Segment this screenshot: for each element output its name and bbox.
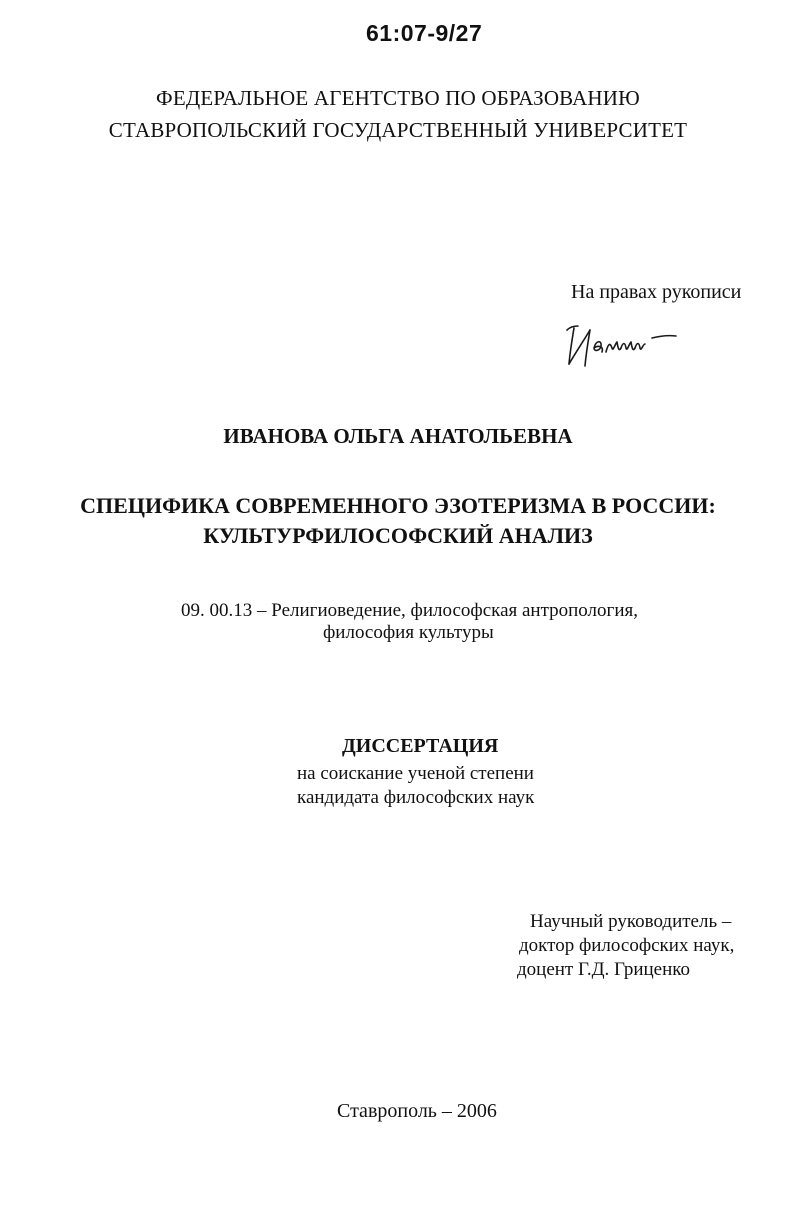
dissertation-title-line-1: СПЕЦИФИКА СОВРЕМЕННОГО ЭЗОТЕРИЗМА В РОССИИ: xyxy=(80,493,716,518)
specialty-line-1: 09. 00.13 – Религиоведение, философская антропология, xyxy=(181,600,638,621)
degree-line-1: на соискание ученой степени xyxy=(297,763,534,784)
supervisor-line-1: Научный руководитель – xyxy=(530,911,732,932)
author-signature xyxy=(564,318,684,379)
handwritten-signature-icon xyxy=(564,318,684,374)
university-name: СТАВРОПОЛЬСКИЙ ГОСУДАРСТВЕННЫЙ УНИВЕРСИТЕТ xyxy=(108,118,688,142)
degree-line-2: кандидата философских наук xyxy=(297,787,535,808)
supervisor-line-2: доктор философских наук, xyxy=(519,935,735,956)
archive-code: 61:07-9/27 xyxy=(366,20,483,46)
manuscript-rights-note: На правах рукописи xyxy=(571,281,742,303)
dissertation-title-line-2: КУЛЬТУРФИЛОСОФСКИЙ АНАЛИЗ xyxy=(203,523,593,548)
author-name: ИВАНОВА ОЛЬГА АНАТОЛЬЕВНА xyxy=(223,424,573,448)
agency-name: ФЕДЕРАЛЬНОЕ АГЕНТСТВО ПО ОБРАЗОВАНИЮ xyxy=(156,86,640,110)
document-type-label: ДИССЕРТАЦИЯ xyxy=(342,735,499,757)
city-year: Ставрополь – 2006 xyxy=(337,1100,497,1122)
specialty-line-2: философия культуры xyxy=(323,622,494,643)
supervisor-line-3: доцент Г.Д. Гриценко xyxy=(517,959,691,980)
